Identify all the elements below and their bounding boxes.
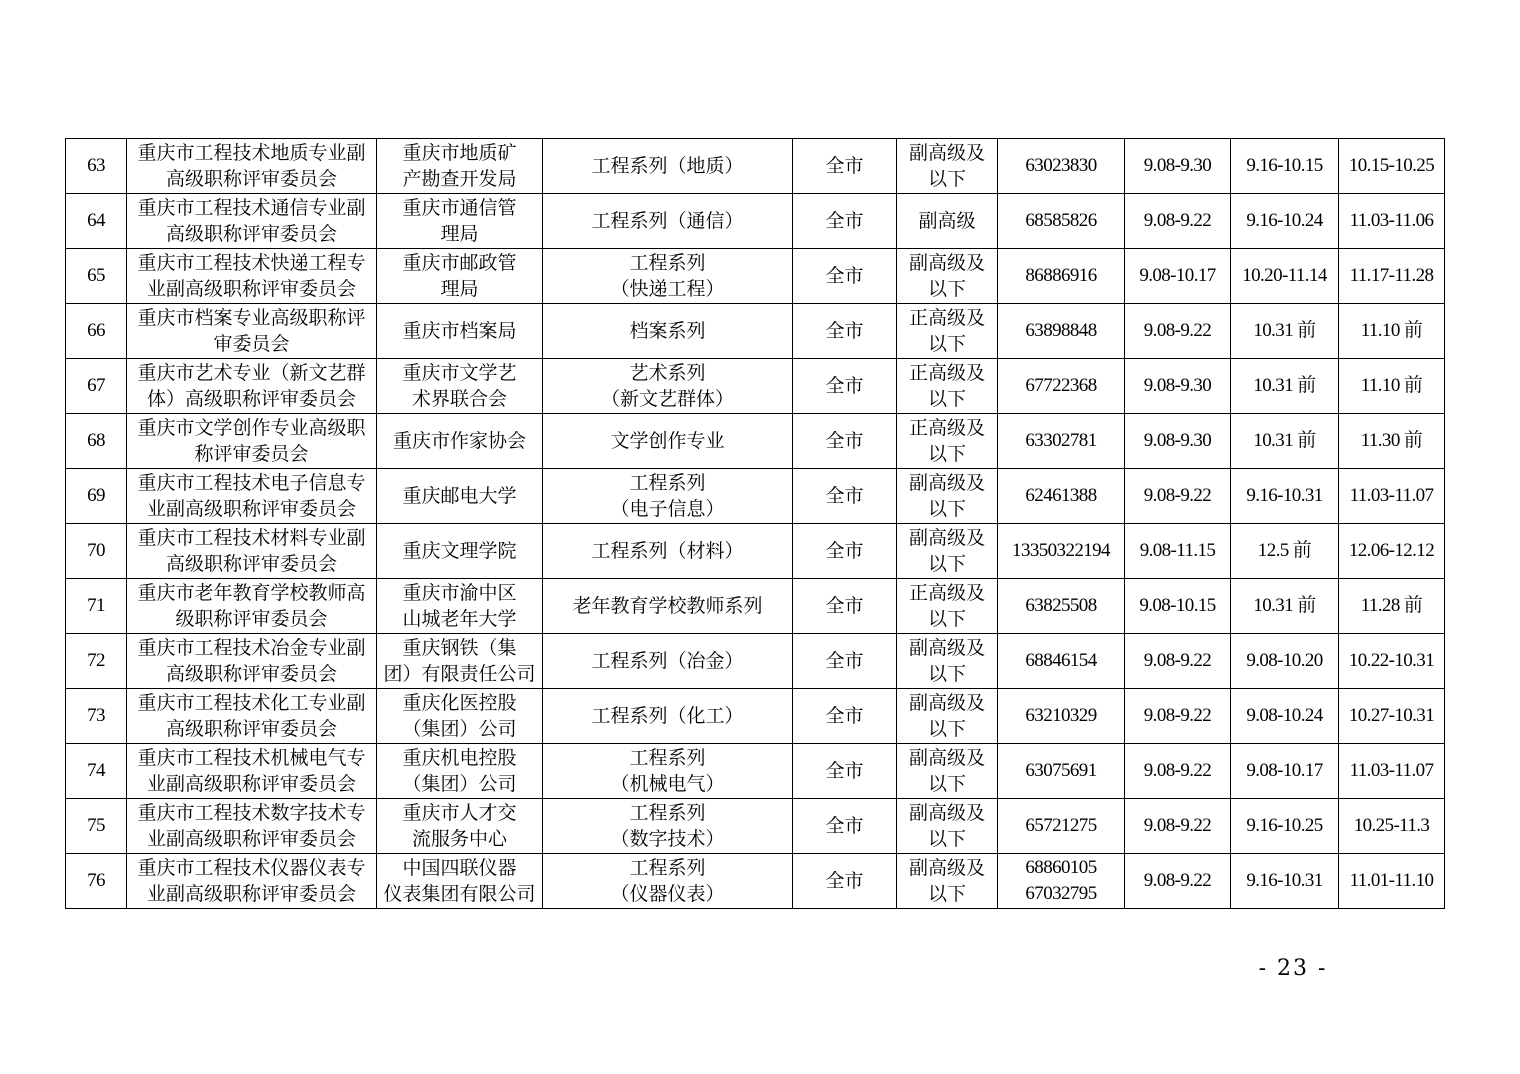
cell-committee-name: 重庆市工程技术快递工程专 业副高级职称评审委员会 xyxy=(127,249,377,304)
cell-review-period: 9.16-10.15 xyxy=(1231,139,1339,194)
table-row xyxy=(66,579,1445,634)
cell-phone: 13350322194 xyxy=(998,524,1125,579)
cell-phone: 63302781 xyxy=(998,414,1125,469)
cell-scope: 全市 xyxy=(793,359,897,414)
cell-committee-name: 重庆市档案专业高级职称评 审委员会 xyxy=(127,304,377,359)
cell-series: 工程系列 （电子信息） xyxy=(543,469,793,524)
cell-committee-name: 重庆市工程技术仪器仪表专 业副高级职称评审委员会 xyxy=(127,854,377,909)
cell-organizer: 重庆机电控股 （集团）公司 xyxy=(377,744,543,799)
cell-evaluate-period: 11.30 前 xyxy=(1339,414,1445,469)
cell-row-number: 72 xyxy=(66,634,127,689)
cell-phone: 68846154 xyxy=(998,634,1125,689)
cell-scope: 全市 xyxy=(793,689,897,744)
cell-row-number: 71 xyxy=(66,579,127,634)
cell-committee-name: 重庆市艺术专业（新文艺群 体）高级职称评审委员会 xyxy=(127,359,377,414)
cell-declare-period: 9.08-9.22 xyxy=(1125,634,1231,689)
cell-declare-period: 9.08-9.22 xyxy=(1125,799,1231,854)
cell-level: 副高级及 以下 xyxy=(897,744,998,799)
cell-scope: 全市 xyxy=(793,854,897,909)
cell-row-number: 67 xyxy=(66,359,127,414)
cell-phone: 86886916 xyxy=(998,249,1125,304)
cell-committee-name: 重庆市工程技术机械电气专 业副高级职称评审委员会 xyxy=(127,744,377,799)
cell-phone: 67722368 xyxy=(998,359,1125,414)
cell-series: 工程系列 （仪器仪表） xyxy=(543,854,793,909)
cell-row-number: 74 xyxy=(66,744,127,799)
cell-evaluate-period: 10.22-10.31 xyxy=(1339,634,1445,689)
cell-scope: 全市 xyxy=(793,304,897,359)
cell-row-number: 63 xyxy=(66,139,127,194)
page-number: - 23 - xyxy=(1258,956,1328,981)
cell-committee-name: 重庆市工程技术冶金专业副 高级职称评审委员会 xyxy=(127,634,377,689)
cell-review-period: 9.16-10.31 xyxy=(1231,854,1339,909)
cell-series: 工程系列（地质） xyxy=(543,139,793,194)
cell-declare-period: 9.08-9.22 xyxy=(1125,469,1231,524)
table-row xyxy=(66,744,1445,799)
cell-level: 正高级及 以下 xyxy=(897,304,998,359)
table-row xyxy=(66,469,1445,524)
cell-level: 正高级及 以下 xyxy=(897,414,998,469)
cell-review-period: 9.16-10.25 xyxy=(1231,799,1339,854)
cell-level: 副高级及 以下 xyxy=(897,689,998,744)
cell-declare-period: 9.08-9.30 xyxy=(1125,359,1231,414)
cell-evaluate-period: 11.01-11.10 xyxy=(1339,854,1445,909)
cell-series: 工程系列 （机械电气） xyxy=(543,744,793,799)
cell-phone: 62461388 xyxy=(998,469,1125,524)
cell-committee-name: 重庆市老年教育学校教师高 级职称评审委员会 xyxy=(127,579,377,634)
cell-committee-name: 重庆市工程技术电子信息专 业副高级职称评审委员会 xyxy=(127,469,377,524)
cell-committee-name: 重庆市工程技术地质专业副 高级职称评审委员会 xyxy=(127,139,377,194)
cell-review-period: 10.20-11.14 xyxy=(1231,249,1339,304)
cell-series: 老年教育学校教师系列 xyxy=(543,579,793,634)
table-row xyxy=(66,689,1445,744)
cell-scope: 全市 xyxy=(793,579,897,634)
cell-review-period: 12.5 前 xyxy=(1231,524,1339,579)
cell-declare-period: 9.08-9.22 xyxy=(1125,304,1231,359)
cell-level: 正高级及 以下 xyxy=(897,359,998,414)
cell-declare-period: 9.08-9.30 xyxy=(1125,139,1231,194)
table-row xyxy=(66,854,1445,909)
cell-declare-period: 9.08-9.22 xyxy=(1125,194,1231,249)
table-row xyxy=(66,634,1445,689)
cell-organizer: 重庆市作家协会 xyxy=(377,414,543,469)
cell-row-number: 73 xyxy=(66,689,127,744)
cell-series: 工程系列（通信） xyxy=(543,194,793,249)
table-row xyxy=(66,194,1445,249)
cell-scope: 全市 xyxy=(793,139,897,194)
cell-organizer: 中国四联仪器 仪表集团有限公司 xyxy=(377,854,543,909)
table-row xyxy=(66,249,1445,304)
review-committee-table xyxy=(65,138,1445,909)
cell-level: 副高级及 以下 xyxy=(897,524,998,579)
cell-committee-name: 重庆市工程技术材料专业副 高级职称评审委员会 xyxy=(127,524,377,579)
cell-series: 艺术系列 （新文艺群体） xyxy=(543,359,793,414)
cell-series: 文学创作专业 xyxy=(543,414,793,469)
table-row xyxy=(66,359,1445,414)
cell-scope: 全市 xyxy=(793,634,897,689)
cell-row-number: 66 xyxy=(66,304,127,359)
cell-declare-period: 9.08-10.17 xyxy=(1125,249,1231,304)
cell-declare-period: 9.08-9.22 xyxy=(1125,689,1231,744)
cell-review-period: 10.31 前 xyxy=(1231,579,1339,634)
cell-phone: 63898848 xyxy=(998,304,1125,359)
cell-level: 副高级及 以下 xyxy=(897,634,998,689)
cell-review-period: 9.08-10.17 xyxy=(1231,744,1339,799)
cell-scope: 全市 xyxy=(793,469,897,524)
cell-level: 副高级及 以下 xyxy=(897,249,998,304)
cell-phone: 63825508 xyxy=(998,579,1125,634)
cell-evaluate-period: 10.27-10.31 xyxy=(1339,689,1445,744)
cell-series: 工程系列（材料） xyxy=(543,524,793,579)
cell-scope: 全市 xyxy=(793,414,897,469)
cell-level: 副高级及 以下 xyxy=(897,469,998,524)
cell-row-number: 65 xyxy=(66,249,127,304)
cell-evaluate-period: 11.03-11.07 xyxy=(1339,744,1445,799)
cell-organizer: 重庆市地质矿 产勘查开发局 xyxy=(377,139,543,194)
cell-review-period: 10.31 前 xyxy=(1231,414,1339,469)
cell-organizer: 重庆市邮政管 理局 xyxy=(377,249,543,304)
cell-evaluate-period: 12.06-12.12 xyxy=(1339,524,1445,579)
cell-evaluate-period: 11.17-11.28 xyxy=(1339,249,1445,304)
cell-evaluate-period: 10.15-10.25 xyxy=(1339,139,1445,194)
cell-phone: 63023830 xyxy=(998,139,1125,194)
cell-declare-period: 9.08-9.22 xyxy=(1125,744,1231,799)
cell-level: 副高级及 以下 xyxy=(897,854,998,909)
cell-phone: 68585826 xyxy=(998,194,1125,249)
cell-evaluate-period: 10.25-11.3 xyxy=(1339,799,1445,854)
cell-level: 副高级及 以下 xyxy=(897,139,998,194)
cell-row-number: 75 xyxy=(66,799,127,854)
cell-organizer: 重庆钢铁（集 团）有限责任公司 xyxy=(377,634,543,689)
cell-declare-period: 9.08-9.30 xyxy=(1125,414,1231,469)
cell-phone: 63075691 xyxy=(998,744,1125,799)
cell-level: 副高级及 以下 xyxy=(897,799,998,854)
cell-declare-period: 9.08-10.15 xyxy=(1125,579,1231,634)
cell-review-period: 9.16-10.24 xyxy=(1231,194,1339,249)
cell-row-number: 69 xyxy=(66,469,127,524)
cell-declare-period: 9.08-11.15 xyxy=(1125,524,1231,579)
cell-evaluate-period: 11.10 前 xyxy=(1339,304,1445,359)
cell-row-number: 76 xyxy=(66,854,127,909)
cell-declare-period: 9.08-9.22 xyxy=(1125,854,1231,909)
cell-phone: 68860105 67032795 xyxy=(998,854,1125,909)
table-row xyxy=(66,414,1445,469)
cell-row-number: 70 xyxy=(66,524,127,579)
cell-scope: 全市 xyxy=(793,524,897,579)
cell-series: 工程系列 （数字技术） xyxy=(543,799,793,854)
cell-level: 正高级及 以下 xyxy=(897,579,998,634)
cell-organizer: 重庆文理学院 xyxy=(377,524,543,579)
cell-series: 档案系列 xyxy=(543,304,793,359)
cell-organizer: 重庆市人才交 流服务中心 xyxy=(377,799,543,854)
cell-review-period: 10.31 前 xyxy=(1231,304,1339,359)
cell-organizer: 重庆市文学艺 术界联合会 xyxy=(377,359,543,414)
cell-organizer: 重庆市通信管 理局 xyxy=(377,194,543,249)
table-row xyxy=(66,304,1445,359)
cell-series: 工程系列（化工） xyxy=(543,689,793,744)
cell-evaluate-period: 11.03-11.07 xyxy=(1339,469,1445,524)
cell-evaluate-period: 11.03-11.06 xyxy=(1339,194,1445,249)
cell-row-number: 64 xyxy=(66,194,127,249)
cell-committee-name: 重庆市工程技术通信专业副 高级职称评审委员会 xyxy=(127,194,377,249)
cell-phone: 65721275 xyxy=(998,799,1125,854)
cell-committee-name: 重庆市工程技术化工专业副 高级职称评审委员会 xyxy=(127,689,377,744)
table-row xyxy=(66,799,1445,854)
cell-review-period: 10.31 前 xyxy=(1231,359,1339,414)
cell-scope: 全市 xyxy=(793,249,897,304)
cell-review-period: 9.08-10.24 xyxy=(1231,689,1339,744)
cell-series: 工程系列 （快递工程） xyxy=(543,249,793,304)
cell-row-number: 68 xyxy=(66,414,127,469)
cell-review-period: 9.16-10.31 xyxy=(1231,469,1339,524)
cell-phone: 63210329 xyxy=(998,689,1125,744)
cell-evaluate-period: 11.28 前 xyxy=(1339,579,1445,634)
table-row xyxy=(66,139,1445,194)
table-row xyxy=(66,524,1445,579)
cell-evaluate-period: 11.10 前 xyxy=(1339,359,1445,414)
cell-organizer: 重庆邮电大学 xyxy=(377,469,543,524)
cell-committee-name: 重庆市工程技术数字技术专 业副高级职称评审委员会 xyxy=(127,799,377,854)
cell-scope: 全市 xyxy=(793,799,897,854)
cell-series: 工程系列（冶金） xyxy=(543,634,793,689)
cell-review-period: 9.08-10.20 xyxy=(1231,634,1339,689)
cell-scope: 全市 xyxy=(793,744,897,799)
cell-scope: 全市 xyxy=(793,194,897,249)
cell-level: 副高级 xyxy=(897,194,998,249)
cell-organizer: 重庆市渝中区 山城老年大学 xyxy=(377,579,543,634)
cell-committee-name: 重庆市文学创作专业高级职 称评审委员会 xyxy=(127,414,377,469)
cell-organizer: 重庆化医控股 （集团）公司 xyxy=(377,689,543,744)
cell-organizer: 重庆市档案局 xyxy=(377,304,543,359)
